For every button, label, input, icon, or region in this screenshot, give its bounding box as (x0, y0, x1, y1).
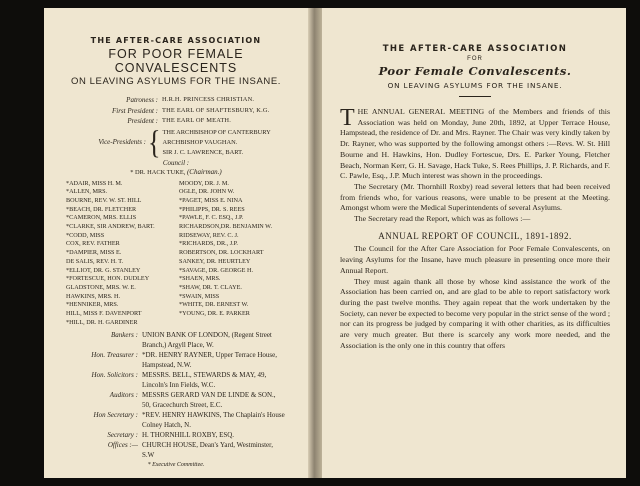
council-member: *FORTESCUE, HON. DUDLEY (66, 275, 150, 283)
first-president-label: First President : (111, 106, 158, 115)
hon-secretary-row (66, 410, 286, 430)
bankers-label: Bankers : (110, 331, 138, 340)
brace-glyph: { (148, 123, 161, 160)
council-member: RICHARDSON,DR. BENJAMIN W. (179, 223, 272, 231)
council-member: *WHITE, DR. ERNEST W. (179, 301, 249, 309)
council-member: MOODY, DR. J. M. (179, 179, 229, 187)
council-member: *SHAEN, MRS. (179, 275, 221, 283)
council-member: *CAMERON, MRS. ELLIS (66, 214, 137, 222)
council-member: *YOUNG, DR. E. PARKER (179, 310, 250, 318)
council-member (179, 319, 286, 328)
council-member: RIDSEWAY, REV. C. J. (179, 231, 239, 239)
council-member: *CLARKE, SIR ANDREW, BART. (66, 223, 155, 231)
secretary-row (66, 430, 286, 440)
council-member: *SHAW, DR. T. CLAYE. (179, 283, 242, 291)
vice-president: SIR J. C. LAWRENCE, BART. (162, 148, 244, 156)
paragraph-thanks: They must again thank all those by whose kind assistance the work of the Association has been carried on, and are glad to be able to report satisfactory work during the past twelve months. They again repeat that the work undertaken by the Society, can never be expected to become very popular in the strict sense of the word ; nor can its progress be judged by comparing it with other charities, as its difficulties are very much greater. But there is scarcely any work more needed, and the Association is the only one in this country that offers (340, 276, 610, 350)
auditors-row (66, 390, 286, 410)
secretary-value: H. THORNHILL ROXBY, ESQ. (142, 431, 235, 440)
treasurer-value: *DR. HENRY RAYNER, Upper Terrace House, Hampstead, N.W. (142, 351, 277, 370)
book-gutter (308, 8, 322, 478)
right-tagline: ON LEAVING ASYLUMS FOR THE INSANE. (387, 81, 563, 90)
vice-presidents-list (162, 128, 270, 158)
president-label: President : (127, 117, 158, 125)
divider-rule (459, 96, 491, 97)
council-member: *DAMPIER, MISS E. (66, 249, 122, 257)
vice-presidents-row (66, 123, 286, 160)
council-member: HAWKINS, MRS. H. (66, 292, 120, 300)
president-row (66, 116, 286, 127)
vice-presidents-label: Vice-Presidents : (98, 138, 146, 147)
council-member: *PHILIPPS, DR. S. REES (179, 205, 245, 213)
council-member: *BEACH, DR. FLETCHER (66, 205, 137, 213)
executive-note: * Executive Committee. (147, 462, 205, 469)
council-member: *PAGET, MISS E. NINA (179, 196, 243, 204)
president-value: THE EARL OF MEATH. (162, 117, 232, 124)
bankers-row (66, 330, 286, 350)
auditors-value: MESSRS GERARD VAN DE LINDE & SON., 50, Gracechurch Street, E.C. (142, 391, 276, 410)
paragraph-report-read: The Secretary read the Report, which was as follows :— (354, 214, 531, 224)
secretary-label: Secretary : (107, 431, 138, 440)
council-label: Council : (162, 158, 190, 167)
drop-cap: T (340, 105, 355, 131)
treasurer-row (66, 350, 286, 370)
council-member: SANKEY, DR. HEURTLEY (179, 257, 251, 265)
council-member: ROBERTSON, DR. LOCKHART (179, 249, 264, 257)
council-member: OGLE, DR. JOHN W. (179, 188, 235, 196)
hon-secretary-label: Hon Secretary : (93, 411, 138, 420)
hon-secretary-value: *REV. HENRY HAWKINS, The Chaplain's House Colney Hatch, N. (142, 411, 285, 430)
council-member: GLADSTONE, MRS. W. E. (66, 283, 136, 291)
paragraph-council: The Council for the After Care Association for Poor Female Convalescents, on leaving Asylums for the Insane, have much pleasure in presenting once more their Annual Report. (340, 244, 610, 275)
solicitors-label: Hon. Solicitors : (91, 371, 138, 380)
right-page (322, 8, 626, 478)
left-page (44, 8, 308, 478)
council-member: *SWAIN, MISS (179, 292, 220, 300)
solicitors-row (66, 370, 286, 390)
council-members-grid (66, 180, 286, 328)
treasurer-label: Hon. Treasurer : (91, 351, 138, 360)
section-heading: ANNUAL REPORT OF COUNCIL, 1891-1892. (378, 230, 572, 241)
council-member: *HILL, DR. H. GARDINER (66, 318, 138, 326)
council-member: *SAVAGE, DR. GEORGE H. (179, 266, 254, 274)
council-member: *CODD, MISS (66, 231, 105, 239)
council-member: *RICHARDS, DR., J.P. (179, 240, 238, 248)
council-member: *PAWLE, F. C. ESQ., J.P. (179, 214, 244, 222)
right-title: Poor Female Convalescents. (378, 64, 572, 78)
bankers-value: UNION BANK OF LONDON, (Regent Street Branch,) Argyll Place, W. (142, 331, 272, 350)
patroness-label: Patroness : (126, 96, 158, 104)
office-holders-block (66, 330, 286, 470)
vice-president: ARCHBISHOP VAUGHAN. (162, 138, 238, 146)
council-member: *ELLIOT, DR. G. STANLEY (66, 266, 141, 274)
left-subheading: FOR POOR FEMALE CONVALESCENTS (108, 47, 244, 75)
first-president-value: THE EARL OF SHAFTESBURY, K.G. (162, 106, 270, 114)
left-tagline: ON LEAVING ASYLUMS FOR THE INSANE. (70, 76, 282, 87)
right-heading: THE AFTER-CARE ASSOCIATION (382, 44, 568, 54)
patroness-value: H.R.H. PRINCESS CHRISTIAN. (162, 96, 255, 103)
council-member: *ADAIR, MISS H. M. (66, 179, 123, 187)
council-member: *HENNIKER, MRS. (66, 301, 119, 309)
report-body (340, 107, 610, 351)
council-member: HILL, MISS F. DAVENPORT (66, 310, 142, 318)
officers-block (66, 95, 286, 327)
chair-role: (Chairman.) (186, 168, 222, 176)
solicitors-value: MESSRS. BELL, STEWARDS & MAY, 49, Lincoln's Inn Fields, W.C. (142, 371, 267, 390)
paragraph-meeting-text: HE ANNUAL GENERAL MEETING of the Members and friends of this Association was held on Monday, June 20th, 1892, at Upper Terrace House, Hampstead, the residence of Dr. and Mrs. Rayner. The Chair was very kindly taken by Dr. Rayner, who was supported by the following amongst others :—Revs. W. St. Hill Bourne and H. Hawkins, Hon. Dudley Fortescue, Drs. E. Parker Young, Fletcher Beach, Norman Kerr, G. H. Savage, Hack Tuke, S. Rees Phillips, J. P. Richards, and F. C. Pawle, Esq., J.P. Much interest was shown in the proceedings. (340, 107, 610, 181)
paragraph-letters: The Secretary (Mr. Thornhill Roxby) read several letters that had been received from friends who, for various reasons, were unable to be present at the Meeting. Amongst whom were the Medical Superintendents of several Asylums. (340, 181, 610, 213)
council-chair (66, 167, 286, 179)
right-for: FOR (467, 56, 483, 62)
first-president-row (66, 106, 286, 117)
offices-row (66, 440, 286, 460)
offices-label: Offices :— (107, 441, 138, 450)
left-heading: THE AFTER-CARE ASSOCIATION (90, 36, 262, 45)
vice-president: THE ARCHBISHOP OF CANTERBURY (162, 128, 271, 136)
auditors-label: Auditors : (109, 391, 138, 400)
council-member: DE SALIS, REV. H. T. (66, 257, 124, 265)
offices-value: CHURCH HOUSE, Dean's Yard, Westminster, S.W (142, 441, 273, 460)
paragraph-meeting (340, 107, 610, 182)
council-member: COX, REV. FATHER (66, 240, 120, 248)
council-member: *ALLEN, MRS. (66, 188, 108, 196)
council-member: BOURNE, REV. W. ST. HILL (66, 196, 142, 204)
patroness-row (66, 95, 286, 106)
chair-name: * DR. HACK TUKE, (130, 169, 186, 176)
